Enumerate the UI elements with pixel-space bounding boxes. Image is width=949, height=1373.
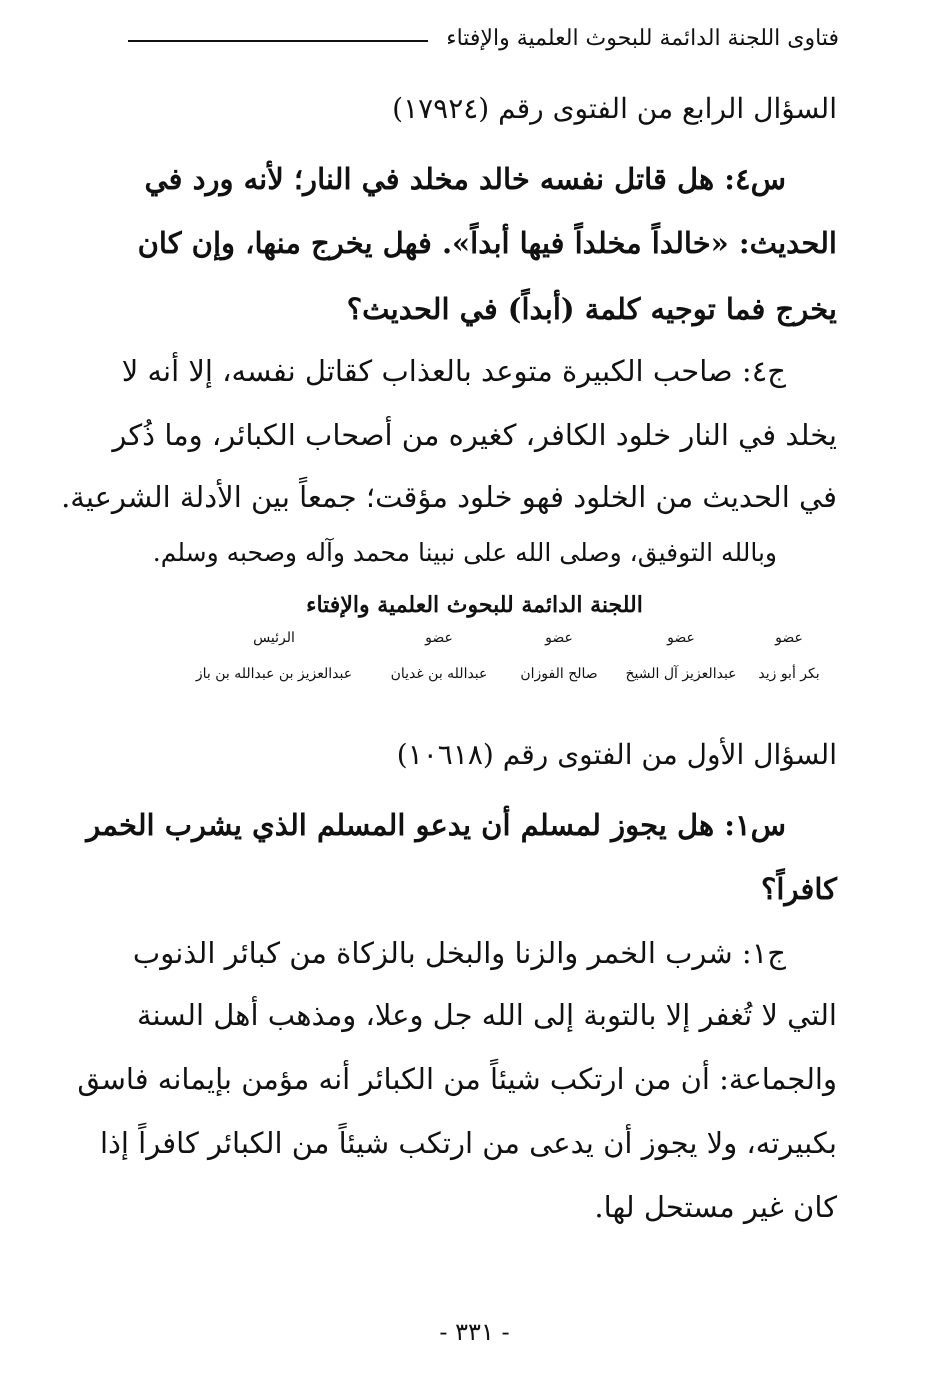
member-name: عبدالعزيز بن عبدالله بن باز (195, 666, 353, 682)
member-role: الرئيس (253, 630, 295, 646)
member-name: عبدالله بن غديان (390, 666, 488, 682)
member-name: بكر أبو زيد (758, 666, 820, 682)
member-role: عضو (545, 630, 573, 646)
page-number: - ٣٣١ - (439, 1318, 510, 1346)
fatwa1-question-line-3: يخرج فما توجيه كلمة (أبداً) في الحديث؟ (346, 292, 837, 326)
fatwa2-question-line-1: س١: هل يجوز لمسلم أن يدعو المسلم الذي يشرب الخمر (86, 808, 786, 842)
member-role: عضو (667, 630, 695, 646)
fatwa1-answer-line-2: يخلد في النار خلود الكافر، كغيره من أصحاب الكبائر، وما ذُكر (112, 418, 837, 452)
fatwa1-answer-line-3: في الحديث من الخلود فهو خلود مؤقت؛ جمعاً بين الأدلة الشرعية. (61, 480, 837, 514)
member-name: عبدالعزيز آل الشيخ (625, 666, 737, 682)
fatwa1-title: السؤال الرابع من الفتوى رقم (١٧٩٢٤) (392, 92, 837, 125)
fatwa2-answer-line-5: كان غير مستحل لها. (594, 1190, 837, 1224)
member-role: عضو (425, 630, 453, 646)
committee-name: اللجنة الدائمة للبحوث العلمية والإفتاء (306, 592, 643, 618)
fatwa2-question-line-2: كافراً؟ (761, 872, 837, 906)
fatwa2-answer-line-2: التي لا تُغفر إلا بالتوبة إلى الله جل وعلا، ومذهب أهل السنة (136, 998, 837, 1032)
fatwa1-answer-line-1: ج٤: صاحب الكبيرة متوعد بالعذاب كقاتل نفسه، إلا أنه لا (121, 354, 786, 388)
closing-prayer: وبالله التوفيق، وصلى الله على نبينا محمد وآله وصحبه وسلم. (152, 538, 777, 567)
fatwa2-answer-line-1: ج١: شرب الخمر والزنا والبخل بالزكاة من كبائر الذنوب (132, 936, 786, 970)
member-5 (169, 630, 379, 682)
running-header: فتاوى اللجنة الدائمة للبحوث العلمية والإفتاء (446, 26, 839, 51)
fatwa1-question-line-2: الحديث: «خالداً مخلداً فيها أبداً». فهل يخرج منها، وإن كان (137, 226, 837, 260)
header-rule (128, 40, 428, 42)
fatwa2-answer-line-4: بكبيرته، ولا يجوز أن يدعى من ارتكب شيئاً من الكبائر كافراً إذا (99, 1126, 837, 1160)
fatwa2-title: السؤال الأول من الفتوى رقم (١٠٦١٨) (396, 738, 837, 771)
member-4 (364, 630, 514, 682)
committee-members (120, 630, 834, 700)
fatwa1-question-line-1: س٤: هل قاتل نفسه خالد مخلد في النار؛ لأنه ورد في (144, 162, 786, 196)
member-role: عضو (775, 630, 803, 646)
fatwa2-answer-line-3: والجماعة: أن من ارتكب شيئاً من الكبائر أنه مؤمن بإيمانه فاسق (77, 1062, 837, 1096)
member-name: صالح الفوزان (520, 666, 598, 682)
